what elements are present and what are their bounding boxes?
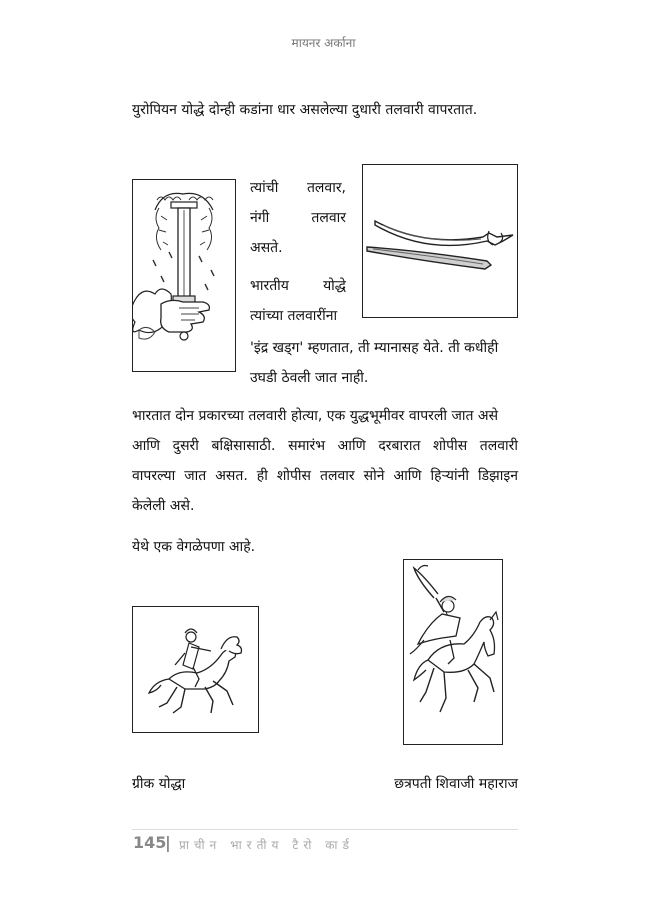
paragraph-two [132, 401, 518, 521]
greek-warrior-illustration [133, 607, 258, 732]
footer-separator: | [165, 833, 171, 852]
side-line-2: नंगी तलवार [250, 210, 346, 226]
continuation-line-2: उघडी ठेवली जात नाही. [250, 370, 369, 386]
page-number: 145 [133, 833, 167, 852]
running-header: मायनर अर्काना [291, 36, 356, 50]
sword-card-illustration [133, 180, 235, 371]
shivaji-image [403, 559, 503, 745]
caption-greek-warrior: ग्रीक योद्धा [132, 776, 186, 792]
shivaji-illustration [404, 560, 502, 744]
side-line-4: भारतीय योद्धे [250, 278, 346, 294]
para2-line-3: वापरल्या जात असत. ही शोपीस तलवार सोने आणि हिऱ्यांनी डिझाइन [132, 468, 518, 484]
sheathed-sword-illustration [363, 165, 517, 317]
side-text-block [250, 173, 346, 331]
side-line-5: त्यांच्या तलवारींना [250, 308, 338, 324]
para2-line-2: आणि दुसरी बक्षिसासाठी. समारंभ आणि दरबारात शोपीस तलवारी [132, 438, 518, 454]
footer-divider [132, 829, 518, 830]
para2-line-4: केलेली असे. [132, 498, 195, 514]
tarot-card-image [132, 179, 236, 372]
sword-image [362, 164, 518, 318]
intro-line: युरोपियन योद्धे दोन्ही कडांना धार असलेल्या दुधारी तलवारी वापरतात. [132, 102, 478, 118]
para2-line-1: भारतात दोन प्रकारच्या तलवारी होत्या, एक युद्धभूमीवर वापरली जात असे [132, 408, 499, 424]
paragraph-three: येथे एक वेगळेपणा आहे. [132, 539, 256, 555]
side-line-1: त्यांची तलवार, [250, 180, 346, 196]
footer-book-title: प्राचीन भारतीय टैरो कार्ड [179, 838, 354, 852]
continuation-line-1: 'इंद्र खड्ग' म्हणतात, ती म्यानासह येते. ती कधीही [250, 340, 499, 356]
greek-warrior-image [132, 606, 259, 733]
side-continuation [250, 333, 518, 393]
caption-shivaji: छत्रपती शिवाजी महाराज [394, 776, 518, 792]
side-line-3: असते. [250, 240, 283, 256]
